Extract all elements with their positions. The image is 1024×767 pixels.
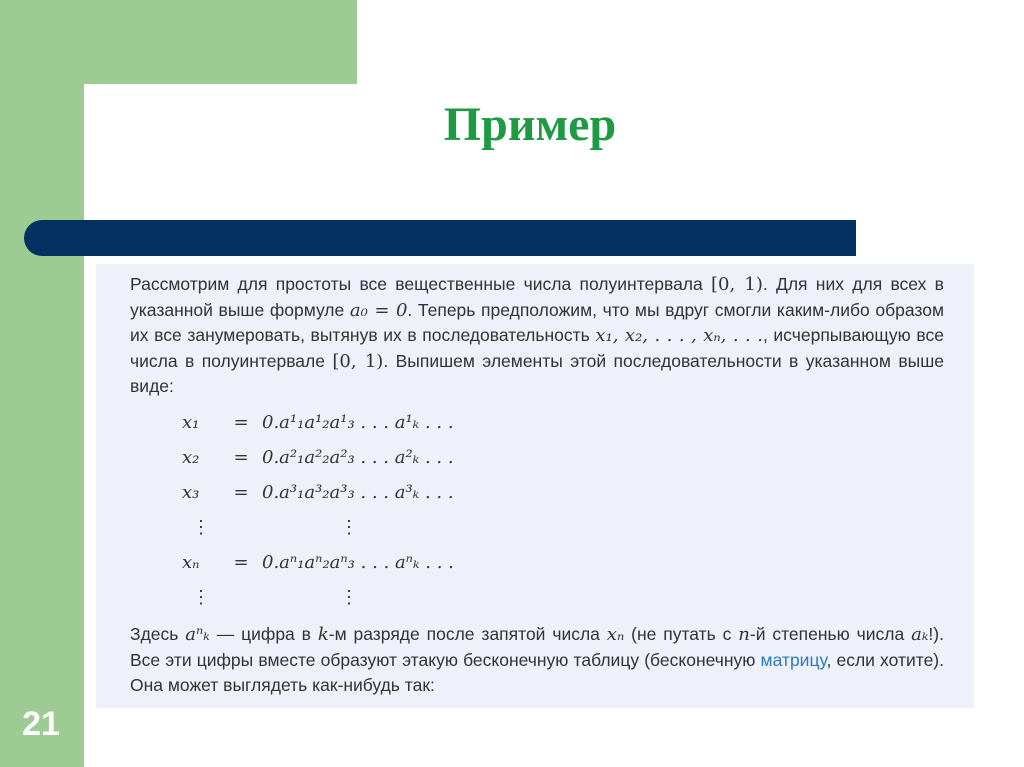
equation-array bbox=[182, 412, 582, 622]
equation-row-vdots bbox=[182, 587, 582, 622]
math-interval: [0, 1) bbox=[332, 350, 384, 372]
math-n: n bbox=[738, 624, 750, 645]
math-a-n-k: aⁿₖ bbox=[185, 624, 210, 645]
math-x-n: xₙ bbox=[606, 624, 625, 645]
vdots-left: ⋮ bbox=[192, 587, 210, 608]
equals-sign: = bbox=[233, 552, 249, 573]
vdots-left: ⋮ bbox=[192, 517, 210, 538]
left-green-stripe bbox=[0, 0, 84, 767]
text-segment: . Для них для всех в указанной выше формуле bbox=[130, 274, 944, 320]
paragraph-intro bbox=[130, 272, 944, 400]
text-segment: . Теперь предположим, что мы вдруг смогли каким-либо образом их все занумеровать, вытянув их в последовательность bbox=[130, 299, 944, 345]
text-segment: -й степенью числа bbox=[749, 624, 912, 644]
text-segment: !). Все эти цифры вместе образуют этакую бесконечную таблицу (бесконечную bbox=[130, 624, 944, 670]
rounded-corner bbox=[84, 84, 144, 144]
text-segment: -м разряде после запятой числа bbox=[328, 624, 607, 644]
equation-lhs: xₙ bbox=[182, 552, 200, 573]
math-a0-equals-zero: a₀ = 0 bbox=[349, 299, 408, 321]
equation-row-vdots bbox=[182, 517, 582, 552]
title-underline-bar bbox=[24, 220, 856, 256]
equation-row bbox=[182, 412, 582, 447]
text-segment: , если хотите). Она может выглядеть как-нибудь так: bbox=[130, 649, 944, 695]
text-segment: . Выпишем элементы этой последовательности в указанном выше виде: bbox=[130, 350, 944, 396]
equation-lhs: x₁ bbox=[182, 412, 200, 433]
text-segment: — цифра в bbox=[209, 624, 318, 644]
equation-rhs: 0.a³₁a³₂a³₃ . . . a³ₖ . . . bbox=[262, 482, 454, 503]
text-segment: Здесь bbox=[130, 624, 186, 644]
slide-number: 21 bbox=[22, 705, 60, 743]
text-segment: (не путать с bbox=[624, 624, 739, 644]
equation-row bbox=[182, 447, 582, 482]
top-green-block bbox=[0, 0, 357, 84]
text-segment: Рассмотрим для простоты все вещественные числа полуинтервала bbox=[130, 274, 712, 294]
equation-row bbox=[182, 482, 582, 517]
vdots-right: ⋮ bbox=[340, 517, 358, 538]
math-interval: [0, 1) bbox=[711, 274, 763, 295]
math-k: k bbox=[317, 624, 329, 645]
paragraph-explanation bbox=[130, 622, 944, 699]
content-box bbox=[96, 264, 974, 708]
math-sequence: x₁, x₂, . . . , xₙ, . . . bbox=[595, 325, 763, 346]
equals-sign: = bbox=[233, 482, 249, 503]
equation-lhs: x₂ bbox=[182, 447, 200, 468]
equation-rhs: 0.a¹₁a¹₂a¹₃ . . . a¹ₖ . . . bbox=[262, 412, 454, 433]
text-segment: , исчерпывающую все числа в полуинтервале bbox=[130, 325, 944, 371]
slide-title: Пример bbox=[443, 98, 617, 151]
equals-sign: = bbox=[233, 447, 249, 468]
equation-rhs: 0.a²₁a²₂a²₃ . . . a²ₖ . . . bbox=[262, 447, 454, 468]
vdots-right: ⋮ bbox=[340, 587, 358, 608]
equation-lhs: x₃ bbox=[182, 482, 200, 503]
equation-row bbox=[182, 552, 582, 587]
equation-rhs: 0.aⁿ₁aⁿ₂aⁿ₃ . . . aⁿₖ . . . bbox=[262, 552, 454, 573]
matrix-link[interactable]: матрицу bbox=[760, 649, 827, 670]
equals-sign: = bbox=[233, 412, 249, 433]
math-a-k: aₖ bbox=[911, 624, 929, 645]
